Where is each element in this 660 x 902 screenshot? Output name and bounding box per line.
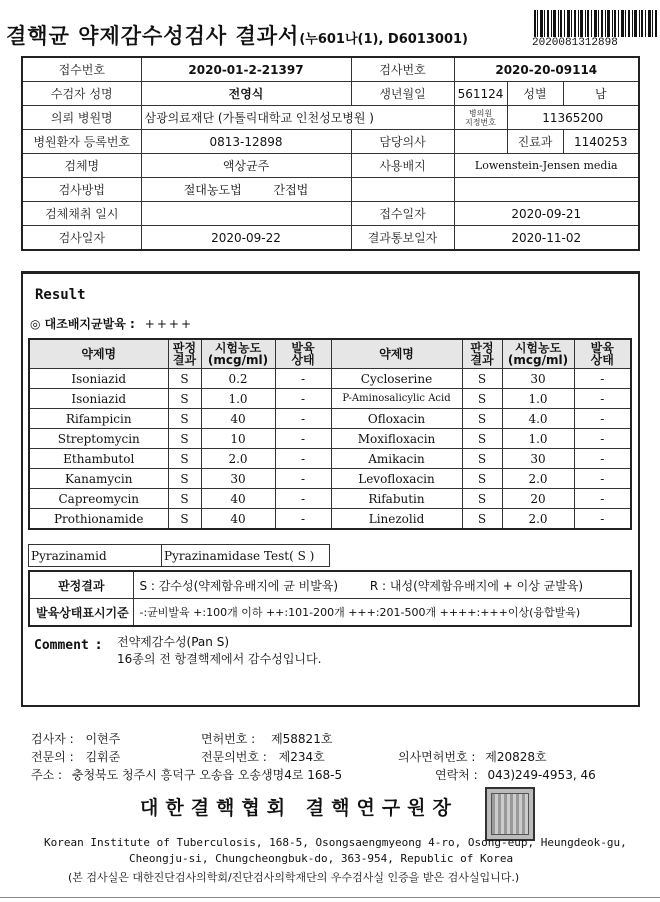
patient-name-label: 수검자 성명 — [22, 82, 141, 106]
form-code: (누601나(1), D6013001) — [299, 32, 468, 47]
drug-conc: 1.0 — [201, 389, 275, 409]
organization-title: 대한결핵협회 결핵연구원장 — [140, 797, 458, 819]
info-row — [22, 82, 639, 106]
col-conc-1: 시험농도 — [514, 341, 562, 355]
info-row — [22, 130, 639, 154]
drug-table-body — [29, 369, 631, 530]
specialist-no — [201, 748, 325, 765]
drug-result: S — [462, 429, 502, 449]
drug-name: P-Aminosalicylic Acid — [331, 389, 462, 409]
license — [201, 730, 332, 747]
control-growth-label: ◎ 대조배지균발육 : — [30, 317, 135, 331]
pza-result: Pyrazinamidase Test( S ) — [164, 548, 315, 563]
table-row — [29, 409, 631, 429]
drug-result: S — [168, 469, 201, 489]
barcode-number: 2020081312898 — [532, 37, 618, 49]
col-judge-1: 판정 — [470, 341, 494, 355]
method-value — [141, 178, 351, 202]
official-seal-icon — [485, 787, 535, 841]
address-label: 주소 : — [31, 768, 63, 782]
doctor-label: 담당의사 — [351, 130, 454, 154]
col-growth — [275, 339, 331, 369]
tester-label: 검사자 : — [31, 732, 74, 746]
col-growth-2: 상태 — [291, 353, 315, 367]
drug-name: Ofloxacin — [331, 409, 462, 429]
received-date-label: 접수일자 — [351, 202, 454, 226]
drug-conc: 40 — [201, 489, 275, 509]
drug-conc: 30 — [201, 469, 275, 489]
doctor-value — [454, 130, 507, 154]
legend-growth-text: -:균비발육 +:100개 이하 ++:101-200개 +++:201-500개 ++++:+++이상(융합발육) — [133, 599, 631, 627]
drug-result: S — [168, 489, 201, 509]
drug-growth: - — [574, 469, 631, 489]
table-row — [29, 449, 631, 469]
collect-date-label: 검체채취 일시 — [22, 202, 141, 226]
doctor-license-value: 제20828호 — [485, 750, 547, 764]
drug-name: Moxifloxacin — [331, 429, 462, 449]
col-conc — [201, 339, 275, 369]
test-no-value: 2020-20-09114 — [454, 57, 639, 82]
specialist-no-label: 전문의번호 : — [201, 750, 267, 764]
drug-conc: 30 — [502, 449, 574, 469]
drug-growth: - — [574, 509, 631, 530]
control-growth — [30, 315, 193, 332]
drug-name: Isoniazid — [29, 389, 168, 409]
drug-growth: - — [574, 489, 631, 509]
drug-susceptibility-table — [28, 338, 632, 530]
sex-value: 남 — [563, 82, 639, 106]
drug-result: S — [462, 389, 502, 409]
pyrazinamide-box — [28, 544, 330, 567]
legend-judge-text — [133, 571, 631, 599]
report-date-label: 결과통보일자 — [351, 226, 454, 251]
doctor-license — [398, 748, 547, 765]
specialist-value: 김휘준 — [85, 750, 121, 764]
certification-note: (본 검사실은 대한진단검사의학회/진단검사의학재단의 우수검사실 인증을 받은 검사실입니다.) — [68, 871, 520, 884]
drug-result: S — [462, 369, 502, 389]
table-row — [29, 389, 631, 409]
drug-growth: - — [275, 489, 331, 509]
patient-info-table — [21, 56, 640, 251]
birth-value: 561124 — [454, 82, 507, 106]
received-date-value: 2020-09-21 — [454, 202, 639, 226]
drug-growth: - — [275, 449, 331, 469]
col-conc — [502, 339, 574, 369]
pza-name: Pyrazinamid — [29, 545, 162, 566]
test-no-label: 검사번호 — [351, 57, 454, 82]
specimen-label: 검체명 — [22, 154, 141, 178]
contact-label: 연락처 : — [435, 768, 478, 782]
reg-no-label: 병원환자 등록번호 — [22, 130, 141, 154]
drug-growth: - — [275, 509, 331, 530]
license-value: 제58821호 — [271, 732, 333, 746]
col-conc-2: (mcg/ml) — [207, 353, 269, 367]
col-conc-2: (mcg/ml) — [507, 353, 569, 367]
col-judge-2: 결과 — [172, 353, 197, 367]
info-row — [22, 202, 639, 226]
drug-growth: - — [275, 469, 331, 489]
hospital-code-label — [454, 106, 507, 130]
table-row — [29, 489, 631, 509]
address — [31, 766, 342, 783]
drug-growth: - — [574, 449, 631, 469]
medium-label: 사용배지 — [351, 154, 454, 178]
info-row — [22, 226, 639, 251]
drug-conc: 4.0 — [502, 409, 574, 429]
hospital-value: 삼광의료재단 (가톨릭대학교 인천성모병원 ) — [141, 106, 454, 130]
drug-table-header — [29, 339, 631, 369]
table-row — [29, 509, 631, 530]
drug-name: Cycloserine — [331, 369, 462, 389]
empty-cell — [351, 178, 454, 202]
method-label: 검사방법 — [22, 178, 141, 202]
drug-result: S — [168, 409, 201, 429]
comment-line-1: 전약제감수성(Pan S) — [117, 635, 230, 649]
col-growth — [574, 339, 631, 369]
drug-name: Amikacin — [331, 449, 462, 469]
col-growth-1: 발육 — [590, 341, 614, 355]
drug-growth: - — [275, 369, 331, 389]
drug-result: S — [168, 429, 201, 449]
drug-name: Levofloxacin — [331, 469, 462, 489]
drug-growth: - — [275, 409, 331, 429]
drug-conc: 1.0 — [502, 429, 574, 449]
drug-growth: - — [275, 389, 331, 409]
birth-label: 생년월일 — [351, 82, 454, 106]
drug-conc: 2.0 — [502, 469, 574, 489]
legend-judge-r: R : 내성(약제함유배지에 + 이상 균발육) — [369, 578, 584, 593]
drug-result: S — [462, 449, 502, 469]
medium-value: Lowenstein-Jensen media — [454, 154, 639, 178]
drug-result: S — [168, 389, 201, 409]
drug-conc: 10 — [201, 429, 275, 449]
drug-conc: 2.0 — [201, 449, 275, 469]
legend-growth-label: 발육상태표시기준 — [29, 599, 133, 627]
col-drug: 약제명 — [331, 339, 462, 369]
barcode-icon — [534, 10, 658, 37]
doctor-license-label: 의사면허번호 : — [398, 750, 476, 764]
specimen-value: 액상균주 — [141, 154, 351, 178]
drug-growth: - — [574, 389, 631, 409]
legend-judge-label: 판정결과 — [29, 571, 133, 599]
test-date-value: 2020-09-22 — [141, 226, 351, 251]
specialist-label: 전문의 : — [31, 750, 74, 764]
hospital-code-label-1: 병의원 — [468, 108, 493, 118]
tester-value: 이현주 — [85, 732, 121, 746]
report-date-value: 2020-11-02 — [454, 226, 639, 251]
title-text: 결핵균 약제감수성검사 결과서 — [6, 24, 300, 48]
drug-conc: 20 — [502, 489, 574, 509]
address-english-line-2: Cheongju-si, Chungcheongbuk-do, 363-954, Republic of Korea — [129, 852, 514, 865]
col-judge-2: 결과 — [470, 353, 494, 367]
control-growth-value: ++++ — [144, 317, 193, 331]
result-title: Result — [35, 287, 86, 303]
legend-table — [28, 570, 632, 627]
hospital-code-value: 11365200 — [507, 106, 639, 130]
collect-date-value — [141, 202, 351, 226]
drug-name: Capreomycin — [29, 489, 168, 509]
contact-value: 043)249-4953, 46 — [487, 768, 596, 782]
col-judge-1: 판정 — [172, 341, 197, 355]
drug-result: S — [462, 469, 502, 489]
drug-name: Prothionamide — [29, 509, 168, 530]
hospital-code-label-2: 지정번호 — [465, 117, 496, 127]
contact — [435, 766, 596, 783]
drug-conc: 40 — [201, 509, 275, 530]
col-drug: 약제명 — [29, 339, 168, 369]
drug-name: Rifabutin — [331, 489, 462, 509]
table-row — [29, 469, 631, 489]
reg-no-value: 0813-12898 — [141, 130, 351, 154]
drug-growth: - — [275, 429, 331, 449]
address-english-line-1: Korean Institute of Tuberculosis, 168-5, Osongsaengmyeong 4-ro, Osong-eup, Heungdeok-gu, — [44, 836, 627, 849]
method-2: 간접법 — [273, 183, 309, 197]
drug-growth: - — [574, 429, 631, 449]
legend-judge-s: S : 감수성(약제함유배지에 균 비발육) — [139, 578, 339, 593]
specialist — [31, 748, 120, 765]
drug-growth: - — [574, 409, 631, 429]
drug-name: Streptomycin — [29, 429, 168, 449]
info-row — [22, 106, 639, 130]
drug-name: Kanamycin — [29, 469, 168, 489]
col-judge — [462, 339, 502, 369]
drug-result: S — [462, 509, 502, 530]
license-label: 면허번호 : — [201, 732, 256, 746]
method-1: 절대농도법 — [183, 183, 242, 197]
page-bottom-divider — [0, 897, 660, 898]
empty-cell — [454, 178, 639, 202]
comment-line-2: 16종의 전 항결핵제에서 감수성입니다. — [117, 652, 322, 666]
drug-name: Linezolid — [331, 509, 462, 530]
dept-label: 진료과 — [507, 130, 563, 154]
drug-result: S — [462, 489, 502, 509]
tester — [31, 730, 120, 747]
drug-name: Ethambutol — [29, 449, 168, 469]
receipt-no-label: 접수번호 — [22, 57, 141, 82]
info-row — [22, 154, 639, 178]
dept-value: 1140253 — [563, 130, 639, 154]
col-judge — [168, 339, 201, 369]
info-row — [22, 178, 639, 202]
drug-conc: 30 — [502, 369, 574, 389]
drug-conc: 0.2 — [201, 369, 275, 389]
drug-growth: - — [574, 369, 631, 389]
legend-row — [29, 571, 631, 599]
drug-result: S — [462, 409, 502, 429]
table-row — [29, 429, 631, 449]
table-row — [29, 369, 631, 389]
comment-label: Comment — [34, 638, 89, 653]
patient-name-value: 전영식 — [141, 82, 351, 106]
drug-conc: 40 — [201, 409, 275, 429]
drug-result: S — [168, 509, 201, 530]
col-growth-1: 발육 — [291, 341, 315, 355]
info-row — [22, 57, 639, 82]
drug-result: S — [168, 369, 201, 389]
col-growth-2: 상태 — [590, 353, 614, 367]
drug-conc: 2.0 — [502, 509, 574, 530]
legend-row — [29, 599, 631, 627]
specialist-no-value: 제234호 — [278, 750, 325, 764]
hospital-label: 의뢰 병원명 — [22, 106, 141, 130]
document-title — [6, 20, 468, 50]
receipt-no-value: 2020-01-2-21397 — [141, 57, 351, 82]
drug-name: Rifampicin — [29, 409, 168, 429]
address-value: 충청북도 청주시 흥덕구 오송읍 오송생명4로 168-5 — [71, 768, 343, 782]
sex-label: 성별 — [507, 82, 563, 106]
comment-colon: : — [96, 638, 102, 653]
drug-name: Isoniazid — [29, 369, 168, 389]
drug-conc: 1.0 — [502, 389, 574, 409]
test-date-label: 검사일자 — [22, 226, 141, 251]
drug-result: S — [168, 449, 201, 469]
col-conc-1: 시험농도 — [214, 341, 262, 355]
